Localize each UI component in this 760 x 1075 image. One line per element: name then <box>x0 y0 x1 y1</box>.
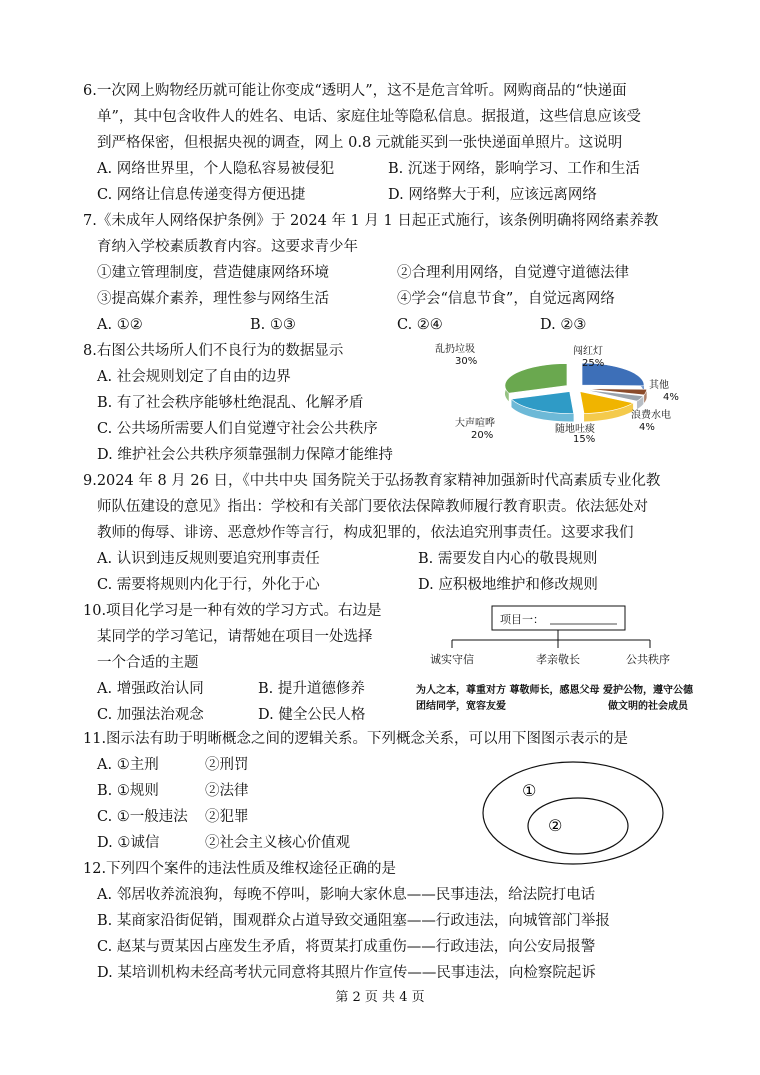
q10-stem-line-2: 某同学的学习笔记，请帮她在项目一处选择 <box>97 629 373 645</box>
q7-option-a: A. ①② <box>97 317 143 333</box>
q11-option-b-2: ②法律 <box>205 783 249 799</box>
q10-option-b: B. 提升道德修养 <box>258 681 365 697</box>
pie-slice-label: 大声喧哗 <box>455 418 495 429</box>
mindmap-note-line-2: 团结同学，宽容友爱 <box>416 701 506 712</box>
q7-stem-line-2: 育纳入学校素质教育内容。这要求青少年 <box>97 239 358 255</box>
pie-slice-label: 闯红灯 <box>573 346 603 357</box>
q11-option-a-2: ②刑罚 <box>205 757 249 773</box>
pie-slice-value-label: 25% <box>582 358 605 369</box>
mindmap-note-line-3: 做文明的社会成员 <box>608 701 688 712</box>
q11-option-b-1: B. ①规则 <box>97 783 159 799</box>
q11-option-c-1: C. ①一般违法 <box>97 809 188 825</box>
q7-option-c: C. ②④ <box>397 317 443 333</box>
q7-item-4: ④学会“信息节食”，自觉远离网络 <box>397 291 615 307</box>
q6-option-a: A. 网络世界里，个人隐私容易被侵犯 <box>97 161 335 177</box>
mindmap-branch-3: 公共秩序 <box>626 653 670 666</box>
pie-slices <box>505 363 647 421</box>
q7-option-b: B. ①③ <box>250 317 296 333</box>
q11-option-c-2: ②犯罪 <box>205 809 249 825</box>
q12-option-c: C. 赵某与贾某因占座发生矛盾，将贾某打成重伤——行政违法，向公安局报警 <box>97 939 596 955</box>
pie-slice-label: 乱扔垃圾 <box>435 344 475 355</box>
q11-stem: 11.图示法有助于明晰概念之间的逻辑关系。下列概念关系，可以用下图图示表示的是 <box>83 731 629 747</box>
q8-option-c: C. 公共场所需要人们自觉遵守社会公共秩序 <box>97 421 378 437</box>
q7-item-1: ①建立管理制度，营造健康网络环境 <box>97 265 329 281</box>
venn-outer-label: ① <box>522 781 537 800</box>
venn-inner-label: ② <box>548 816 563 835</box>
q12-option-b: B. 某商家沿街促销，围观群众占道导致交通阻塞——行政违法，向城管部门举报 <box>97 913 610 929</box>
q7-item-2: ②合理利用网络，自觉遵守道德法律 <box>397 265 629 281</box>
pie-slice-label: 其他 <box>649 380 669 391</box>
pie-slice-value-label: 30% <box>455 356 478 367</box>
q10-option-c: C. 加强法治观念 <box>97 707 204 723</box>
q10-option-a: A. 增强政治认同 <box>97 681 204 697</box>
pie-slice-value-label: 4% <box>663 392 679 403</box>
mindmap-branch-1: 诚实守信 <box>430 653 474 666</box>
q9-option-a: A. 认识到违反规则要追究刑事责任 <box>97 551 320 567</box>
mindmap-note-line-1: 为人之本，尊重对方 尊敬师长，感恩父母 爱护公物，遵守公德 <box>416 685 693 696</box>
mindmap-root-label: 项目一： <box>500 613 544 626</box>
venn-inner-ellipse <box>528 798 628 854</box>
q10-stem-line-1: 10.项目化学习是一种有效的学习方式。右边是 <box>83 603 382 619</box>
q7-option-d: D. ②③ <box>540 317 587 333</box>
concept-venn-diagram <box>478 758 668 868</box>
page-footer: 第 2 页 共 4 页 <box>335 990 425 1005</box>
q7-item-3: ③提高媒介素养，理性参与网络生活 <box>97 291 329 307</box>
q6-option-b: B. 沉迷于网络，影响学习、工作和生活 <box>388 161 640 177</box>
q8-stem: 8.右图公共场所人们不良行为的数据显示 <box>83 343 344 359</box>
q12-option-d: D. 某培训机构未经高考状元同意将其照片作宣传——民事违法，向检察院起诉 <box>97 965 596 981</box>
q7-stem-line-1: 7.《未成年人网络保护条例》于 2024 年 1 月 1 日起正式施行，该条例明确将网络素养教 <box>83 213 659 229</box>
pie-slice-label: 随地吐痰 <box>555 424 595 435</box>
q6-option-c: C. 网络让信息传递变得方便迅捷 <box>97 187 306 203</box>
q11-option-d-1: D. ①诚信 <box>97 835 160 851</box>
pie-slice <box>505 364 567 394</box>
venn-outer-ellipse <box>483 762 663 864</box>
study-notes-mindmap <box>412 600 712 720</box>
q10-option-d: D. 健全公民人格 <box>258 707 366 723</box>
q8-option-b: B. 有了社会秩序能够杜绝混乱、化解矛盾 <box>97 395 364 411</box>
pie-slice-value-label: 4% <box>639 422 655 433</box>
pie-slice-value-label: 20% <box>471 430 494 441</box>
pie-slice-value-label: 15% <box>573 434 596 442</box>
q6-stem-line-2: 单”，其中包含收件人的姓名、电话、家庭住址等隐私信息。据报道，这些信息应该受 <box>97 109 641 125</box>
q9-stem-line-2: 师队伍建设的意见》指出：学校和有关部门要依法保障教师履行教育职责。依法惩处对 <box>97 499 648 515</box>
q8-option-d: D. 维护社会公共秩序须靠强制力保障才能维持 <box>97 447 393 463</box>
q9-option-c: C. 需要将规则内化于行，外化于心 <box>97 577 320 593</box>
mindmap-branch-2: 孝亲敬长 <box>536 653 580 666</box>
q11-option-a-1: A. ①主刑 <box>97 757 159 773</box>
pie-slice-label: 浪费水电 <box>631 410 671 421</box>
q6-stem-line-3: 到严格保密，但根据央视的调查，网上 0.8 元就能买到一张快递面单照片。这说明 <box>97 135 623 151</box>
bad-behavior-pie-chart <box>425 342 725 442</box>
q6-option-d: D. 网络弊大于利，应该远离网络 <box>388 187 597 203</box>
q9-stem-line-1: 9.2024 年 8 月 26 日，《中共中央 国务院关于弘扬教育家精神加强新时代高素质专业化教 <box>83 473 661 489</box>
q6-stem-line-1: 6.一次网上购物经历就可能让你变成“透明人”，这不是危言耸听。网购商品的“快递面 <box>83 83 627 99</box>
q9-stem-line-3: 教师的侮辱、诽谤、恶意炒作等言行，构成犯罪的，依法追究刑事责任。这要求我们 <box>97 525 634 541</box>
q11-option-d-2: ②社会主义核心价值观 <box>205 835 350 851</box>
q12-option-a: A. 邻居收养流浪狗，每晚不停叫，影响大家休息——民事违法，给法院打电话 <box>97 887 596 903</box>
q12-stem: 12.下列四个案件的违法性质及维权途径正确的是 <box>83 861 397 877</box>
q8-option-a: A. 社会规则划定了自由的边界 <box>97 369 291 385</box>
q9-option-d: D. 应积极地维护和修改规则 <box>418 577 598 593</box>
q10-stem-line-3: 一个合适的主题 <box>97 655 199 671</box>
q9-option-b: B. 需要发自内心的敬畏规则 <box>418 551 598 567</box>
